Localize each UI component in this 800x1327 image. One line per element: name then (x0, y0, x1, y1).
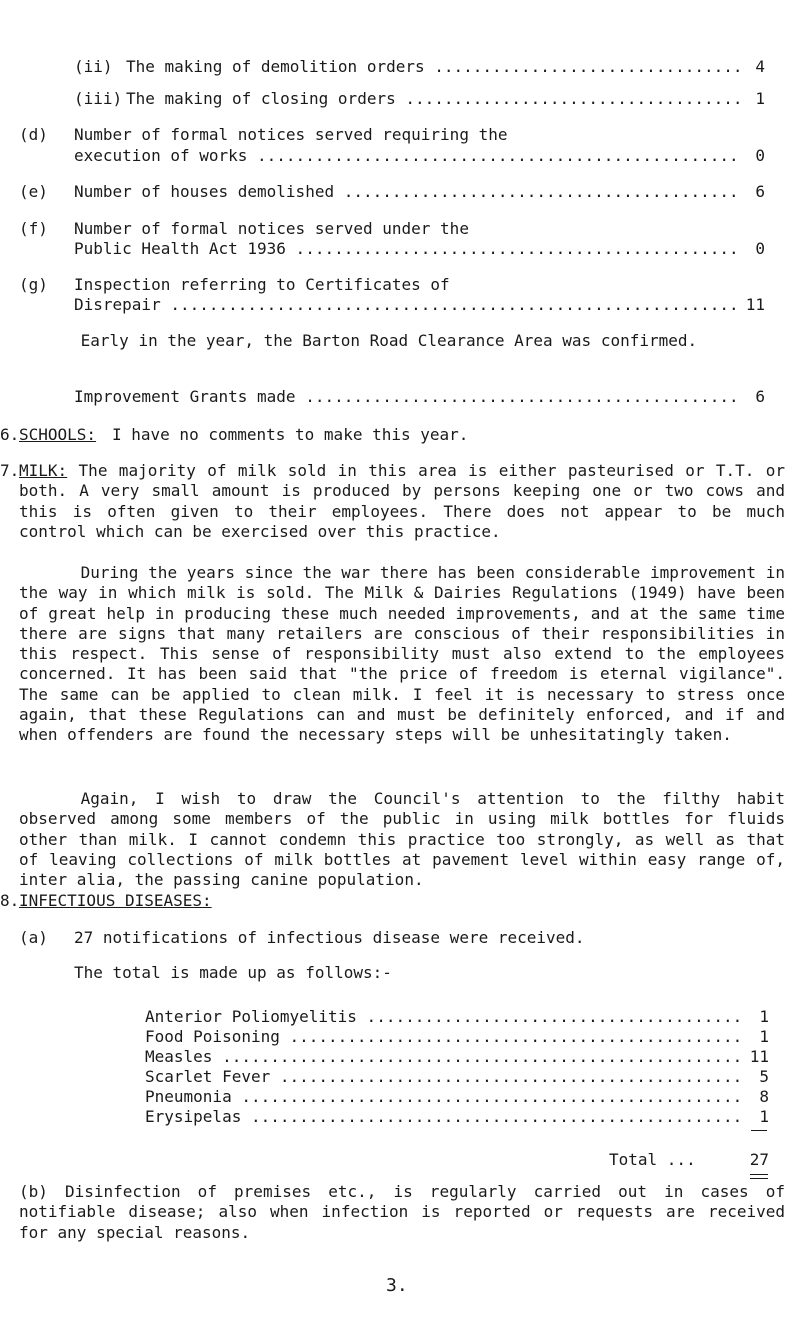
disease-count: 1 (759, 1027, 769, 1046)
section-number-6: 6. (0, 425, 20, 444)
total-rule-double-1 (750, 1174, 768, 1175)
item-iii-text: The making of closing orders ..... (126, 89, 742, 109)
item-d-label: (d) (19, 125, 48, 144)
item-e-text: Number of houses demolished ..... (74, 182, 742, 202)
barton-road-note: Early in the year, the Barton Road Clearance Area was confirmed. (80, 331, 698, 350)
item-g-line1: Inspection referring to Certificates of (74, 275, 450, 294)
disease-name: Anterior Poliomyelitis ..... (145, 1007, 746, 1027)
item-f-line1: Number of formal notices served under the (74, 219, 469, 238)
item-d-line1: Number of formal notices served requiring the (74, 125, 508, 144)
item-iii-value: 1 (755, 89, 765, 108)
milk-paragraph-2: During the years since the war there has been considerable improvement in the way in which milk is sold. The Milk & Dairies Regulations (1949) have been of great help in producing these much needed improvements, and at the same time there are signs that many retailers are conscious of their responsibilities in this respect. This sense of responsibility must also extend to the employees concerned. It has been said that "the price of freedom is eternal vigilance". The same can be applied to clean milk. I feel it is necessary to stress once again, that these Regulations can and must be definitely enforced, and if and when offenders are found the necessary steps will be unhesitatingly taken. (19, 563, 785, 745)
improvement-grants-text: Improvement Grants made ..... (74, 387, 742, 407)
item-f-label: (f) (19, 219, 48, 238)
total-rule-top (751, 1130, 767, 1131)
item-d-line2: execution of works ..... (74, 146, 742, 166)
page-number: 3. (386, 1275, 408, 1296)
item-g-line2: Disrepair ..... (74, 295, 742, 315)
item-ii-value: 4 (755, 57, 765, 76)
milk-paragraph-3: Again, I wish to draw the Council's attention to the filthy habit observed among some members of the public in using milk bottles for fluids other than milk. I cannot condemn this practice too strongly, as well as that of leaving collections of milk bottles at pavement level within easy range of, inter alia, the passing canine population. (19, 789, 785, 890)
item-b-text: Disinfection of premises etc., is regularly carried out in cases of notifiable disease; also when infection is reported or requests are received for any special reasons. (19, 1182, 785, 1242)
item-g-value: 11 (745, 295, 765, 314)
disease-name: Pneumonia ..... (145, 1087, 746, 1107)
item-iii-label: (iii) (74, 89, 123, 108)
disease-count: 1 (759, 1007, 769, 1026)
item-g-label: (g) (19, 275, 48, 294)
schools-heading: SCHOOLS: (19, 425, 97, 444)
total-rule-double-2 (750, 1178, 768, 1179)
item-a-label: (a) (19, 928, 48, 947)
item-b-label: (b) (19, 1182, 48, 1201)
item-f-value: 0 (755, 239, 765, 258)
disease-count: 8 (759, 1087, 769, 1106)
disease-name: Food Poisoning ..... (145, 1027, 746, 1047)
disease-name: Erysipelas ..... (145, 1107, 746, 1127)
total-label: Total ... (609, 1150, 696, 1169)
item-b-paragraph (19, 1182, 785, 1243)
infectious-heading: INFECTIOUS DISEASES: (19, 891, 212, 910)
item-ii-label: (ii) (74, 57, 113, 76)
item-e-label: (e) (19, 182, 48, 201)
disease-count: 1 (759, 1107, 769, 1126)
totals-intro: The total is made up as follows:- (74, 963, 392, 982)
item-e-value: 6 (755, 182, 765, 201)
milk-heading: MILK: (19, 461, 68, 480)
milk-text-1: The majority of milk sold in this area is either pasteurised or T.T. or both. A very small amount is produced by persons keeping one or two cows and this is often given to their employees. There does not appear to be much control which can be exercised over this practice. (19, 461, 785, 541)
disease-name: Scarlet Fever ..... (145, 1067, 746, 1087)
schools-text: I have no comments to make this year. (112, 425, 469, 444)
disease-count: 11 (749, 1047, 769, 1066)
improvement-grants-value: 6 (755, 387, 765, 406)
item-a-text: 27 notifications of infectious disease were received. (74, 928, 585, 947)
item-ii-text: The making of demolition orders ..... (126, 57, 742, 77)
section-number-8: 8. (0, 891, 20, 910)
disease-count: 5 (759, 1067, 769, 1086)
milk-paragraph-1 (19, 461, 785, 542)
disease-name: Measles ..... (145, 1047, 746, 1067)
total-value: 27 (749, 1150, 769, 1169)
section-number-7: 7. (0, 461, 20, 480)
item-d-value: 0 (755, 146, 765, 165)
item-f-line2: Public Health Act 1936 ..... (74, 239, 742, 259)
